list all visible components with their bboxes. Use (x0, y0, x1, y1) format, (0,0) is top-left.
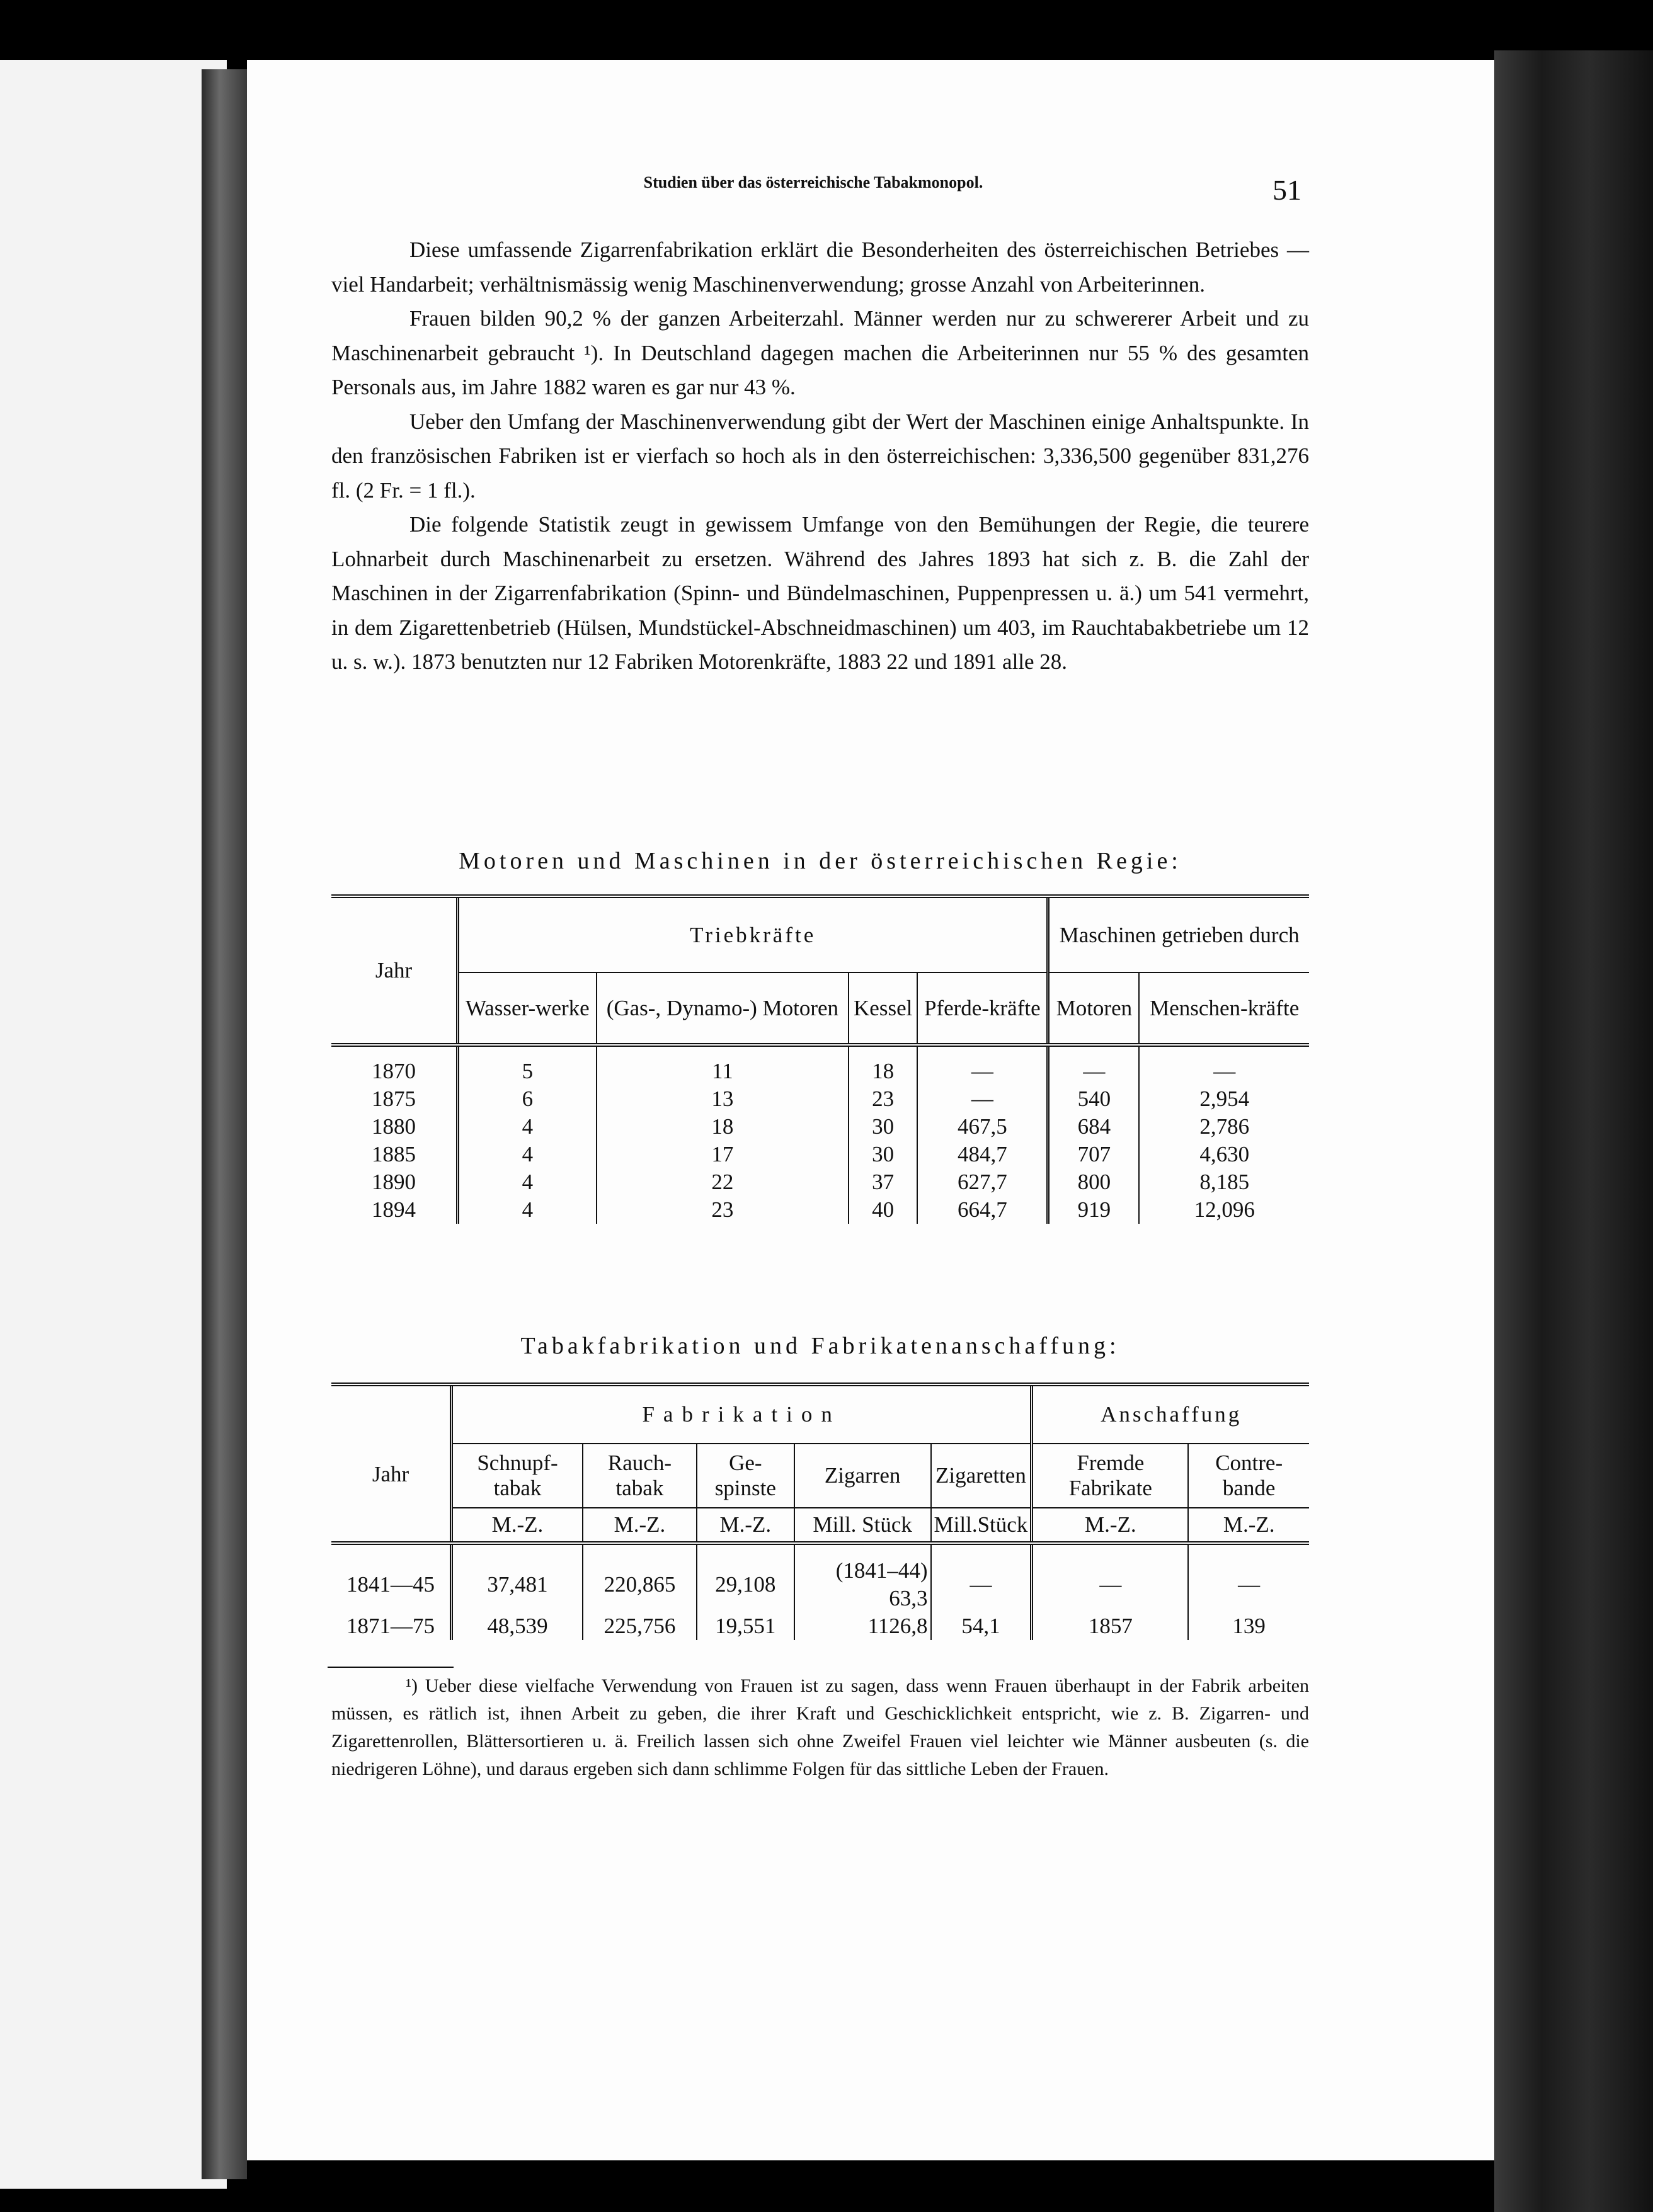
group-header: Fabrikation (452, 1384, 1032, 1444)
table-row: 1870 5 11 18 — — — (331, 1058, 1309, 1085)
table-title: Tabakfabrikation und Fabrikatenanschaffung: (520, 1333, 1120, 1359)
column-header: Pferde-kräfte (917, 972, 1048, 1045)
column-header: Jahr (331, 896, 458, 1045)
group-header: Anschaffung (1032, 1384, 1309, 1444)
unit-label: M.-Z. (1223, 1512, 1275, 1537)
column-header: Wasser-werke (458, 972, 597, 1045)
group-header: Triebkräfte (458, 896, 1048, 972)
unit-label: M.-Z. (452, 1508, 583, 1543)
column-header: Contre-bande (1188, 1444, 1309, 1508)
column-header: Ge-spinste (697, 1444, 794, 1508)
column-header: Menschen-kräfte (1150, 995, 1300, 1020)
unit-label: Mill. Stück (794, 1508, 931, 1543)
column-header: Jahr (331, 1384, 452, 1543)
paragraph: Frauen bilden 90,2 % der ganzen Arbeiterzahl. Männer werden nur zu schwererer Arbeit und zu Maschinenarbeit gebraucht ¹). In Deutschland dagegen machen die Arbeiterinnen nur 55 % des gesamten Personals aus, im Jahre 1882 waren es gar nur 43 %. (331, 306, 1309, 399)
table-row: 1880 4 18 30 467,5 684 2,786 (331, 1113, 1309, 1141)
column-header: Kessel (849, 972, 917, 1045)
footnote-rule (328, 1667, 454, 1668)
column-header: Motoren (1048, 972, 1140, 1045)
column-header: Zigaretten (931, 1444, 1032, 1508)
table-row: 1841—45 37,481 220,865 29,108 (1841–44) 63,3 — — — (331, 1557, 1309, 1612)
footnote-text: ¹) Ueber diese vielfache Verwendung von Frauen ist zu sagen, dass wenn Frauen überhaupt in der Fabrik arbeiten müssen, es rätlich ist, ihnen Arbeit zu geben, die ihrer Kraft und Geschicklichkeit entspricht, wie z. B. Zigarren- und Zigarettenrollen, Blättersortieren u. ä. Freilich lassen sich ohne Zweifel Frauen viel leichter wie Männer ausbeuten (s. die niedrigeren Löhne), und daraus ergeben sich dann schlimme Folgen für das sittliche Leben der Frauen. (331, 1675, 1309, 1779)
tobacco-production-table (331, 1382, 1309, 1640)
paragraph: Ueber den Umfang der Maschinenverwendung gibt der Wert der Maschinen einige Anhaltspunkte. In den französischen Fabriken ist er vierfach so hoch als in den österreichischen: 3,336,500 gegenüber 831,276 fl. (2 Fr. = 1 fl.). (331, 409, 1309, 503)
table-title: Motoren und Maschinen in der österreichischen Regie: (459, 848, 1182, 874)
body-text (331, 233, 1309, 680)
column-header: Schnupf-tabak (452, 1444, 583, 1508)
column-header: Zigarren (794, 1444, 931, 1508)
table-row: 1875 6 13 23 — 540 2,954 (331, 1085, 1309, 1113)
column-header: Rauch-tabak (583, 1444, 697, 1508)
unit-label: Mill.Stück (931, 1508, 1032, 1543)
table-row: 1890 4 22 37 627,7 800 8,185 (331, 1168, 1309, 1196)
table-row: 1894 4 23 40 664,7 919 12,096 (331, 1196, 1309, 1224)
unit-label: M.-Z. (583, 1508, 697, 1543)
page-number: 51 (1273, 174, 1301, 206)
group-header: Maschinen getrieben durch (1048, 896, 1309, 972)
table-row: 1885 4 17 30 484,7 707 4,630 (331, 1141, 1309, 1168)
table-row: 1871—75 48,539 225,756 19,551 1126,8 54,1 1857 139 (331, 1612, 1309, 1640)
previous-page-fragment (0, 60, 227, 2189)
column-header: (Gas-, Dynamo-) Motoren (597, 972, 849, 1045)
unit-label: M.-Z. (1032, 1508, 1188, 1543)
unit-label: M.-Z. (697, 1508, 794, 1543)
column-header: Fremde Fabrikate (1032, 1444, 1188, 1508)
book-edge (1494, 50, 1653, 2212)
running-header: Studien über das österreichische Tabakmonopol. (643, 173, 983, 191)
footnote (331, 1672, 1309, 1783)
motors-machines-table (331, 894, 1309, 1224)
book-gutter (202, 69, 247, 2179)
paragraph: Die folgende Statistik zeugt in gewissem Umfange von den Bemühungen der Regie, die teurere Lohnarbeit durch Maschinenarbeit zu ersetzen. Während des Jahres 1893 hat sich z. B. die Zahl der Maschinen in der Zigarrenfabrikation (Spinn- und Bündelmaschinen, Puppenpressen u. ä.) um 541 vermehrt, in dem Zigarettenbetrieb (Hülsen, Mundstückel-Abschneidmaschinen) um 403, im Rauchtabakbetriebe um 12 u. s. w.). 1873 benutzten nur 12 Fabriken Motorenkräfte, 1883 22 und 1891 alle 28. (331, 512, 1309, 674)
paragraph: Diese umfassende Zigarrenfabrikation erklärt die Besonderheiten des österreichischen Betriebes — viel Handarbeit; verhältnismässig wenig Maschinenverwendung; grosse Anzahl von Arbeiterinnen. (331, 237, 1309, 297)
